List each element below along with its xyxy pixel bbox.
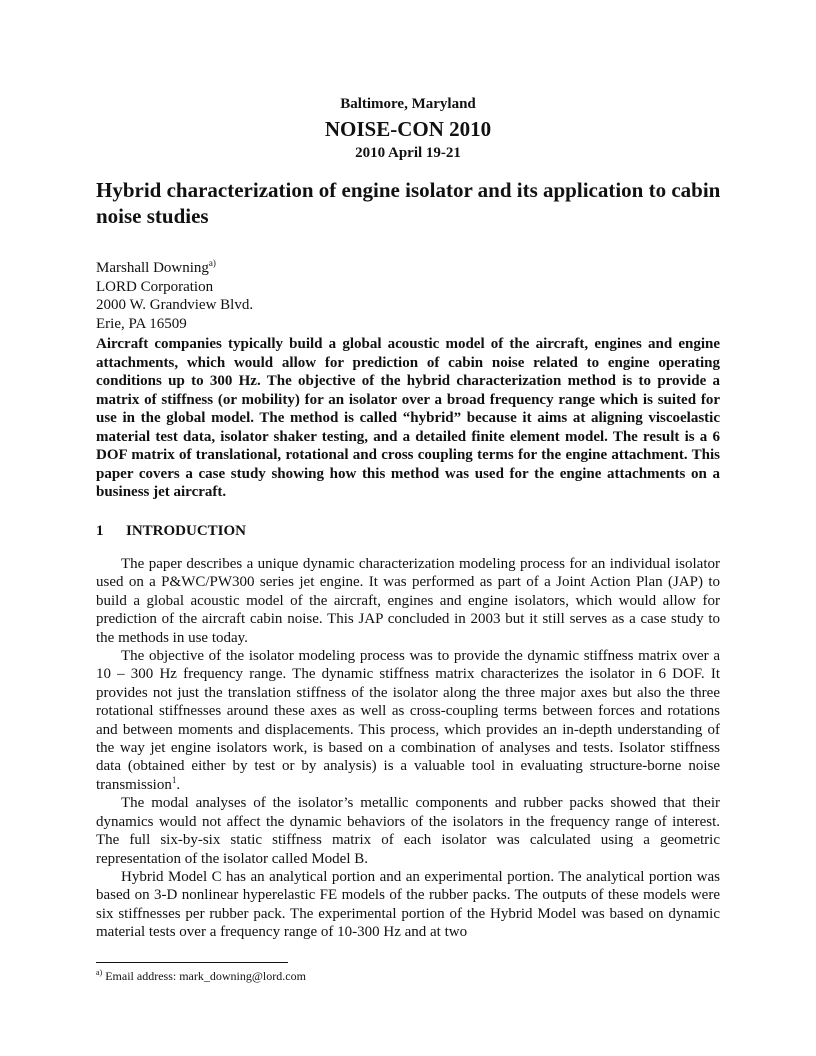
body-text [96, 555, 720, 942]
paragraph-3: The modal analyses of the isolator’s metallic components and rubber packs showed that their dynamics would not affect the dynamic behaviors of the isolators in the frequency range of interest. The full six-by-six static stiffness matrix of each isolator was calculated using a geometric representation of the isolator called Model B. [96, 795, 720, 867]
paper-title: Hybrid characterization of engine isolator and its application to cabin noise studies [96, 178, 721, 228]
footnote-marker: a) [96, 968, 103, 977]
conference-location: Baltimore, Maryland [340, 96, 476, 112]
footnote-text: Email address: mark_downing@lord.com [102, 969, 306, 983]
conference-name: NOISE-CON 2010 [324, 117, 492, 141]
author-name-line [96, 259, 253, 278]
author-city: Erie, PA 16509 [96, 315, 187, 332]
abstract: Aircraft companies typically build a global acoustic model of the aircraft, engines and engine attachments, which would allow for prediction of cabin noise related to engine operating conditions up to 300 Hz. The objective of the hybrid characterization method is to provide a matrix of stiffness (or mobility) for an isolator over a broad frequency range which is suited for use in the global model. The method is called “hybrid” because it aims at aligning viscoelastic material test data, isolator shaker testing, and a detailed finite element model. The result is a 6 DOF matrix of translational, rotational and cross coupling terms for the engine attachment. This paper covers a case study showing how this method was used for the engine attachments on a business jet aircraft. [96, 336, 720, 500]
conference-header [0, 94, 816, 162]
section-title: INTRODUCTION [126, 523, 247, 539]
author-organization: LORD Corporation [96, 278, 214, 295]
footnote-divider [96, 962, 288, 963]
section-number: 1 [96, 523, 104, 539]
paragraph-4: Hybrid Model C has an analytical portion and an experimental portion. The analytical portion was based on 3-D nonlinear hyperelastic FE models of the rubber packs. The outputs of these models were six stiffnesses per rubber pack. The experimental portion of the Hybrid Model was based on dynamic material tests over a frequency range of 10-300 Hz and at two [96, 868, 720, 941]
paragraph-2 [96, 647, 720, 794]
paragraph-2-end: . [176, 776, 181, 793]
footnote [96, 969, 306, 984]
paragraph-2-text: The objective of the isolator modeling process was to provide the dynamic stiffness matrix over a 10 – 300 Hz frequency range. The dynamic stiffness matrix characterizes the isolator in 6 DOF. It provides not just the translation stiffness of the isolator along the three major axes but also the three rotational stiffnesses around these axes as well as cross-coupling terms between forces and rotations and between moments and displacements. This process, which provides an in-depth understanding of the way jet engine isolators work, is based on a combination of analyses and tests. Isolator stiffness data (obtained either by test or by analysis) is a valuable tool in evaluating structure-borne noise transmission [96, 648, 720, 793]
conference-dates: 2010 April 19-21 [355, 145, 461, 161]
reference-marker: 1 [171, 774, 177, 785]
author-block [96, 259, 253, 333]
section-heading [96, 522, 720, 540]
author-name: Marshall Downing [96, 260, 209, 276]
paragraph-1: The paper describes a unique dynamic characterization modeling process for an individual isolator used on a P&WC/PW300 series jet engine. It was performed as part of a Joint Action Plan (JAP) to build a global acoustic model of the aircraft, engines and engine isolators, which would allow for prediction of the aircraft cabin noise. This JAP concluded in 2003 but it still serves as a case study to the methods in use today. [96, 556, 720, 646]
author-street: 2000 W. Grandview Blvd. [96, 297, 254, 313]
author-footnote-marker: a) [208, 258, 216, 268]
